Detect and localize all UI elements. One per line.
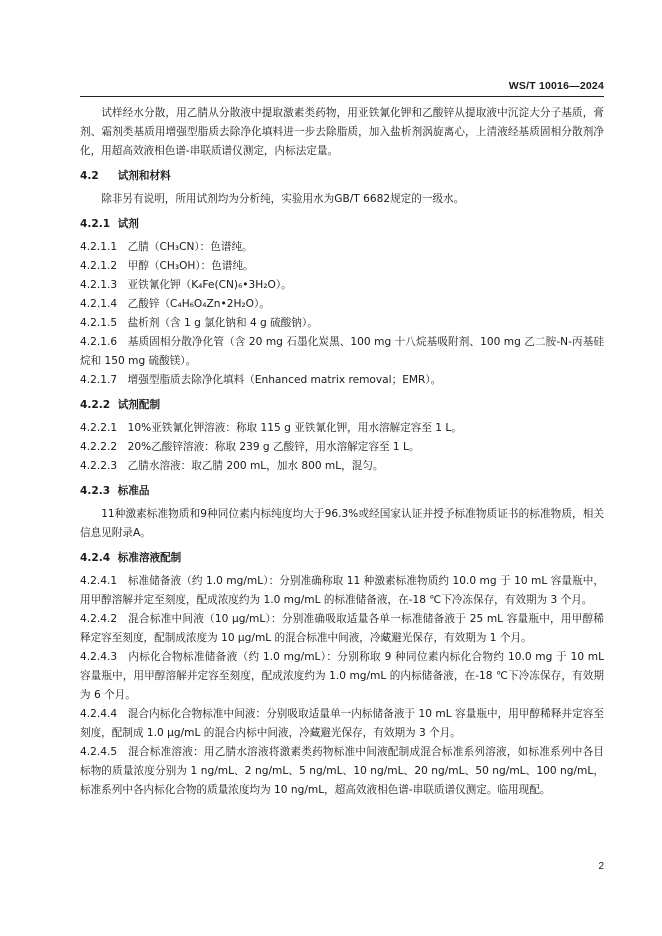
- list-item: 4.2.1.4 乙酸锌（C₄H₆O₄Zn•2H₂O）。: [80, 298, 270, 310]
- list-item: 4.2.4.2 混合标准中间液（10 μg/mL）：分别准确吸取适量各单一标准储备液于 25 mL 容量瓶中，用甲醇稀释定容至刻度，配制成浓度为 10 μg/mL 的混合标准中间液，冷藏避光保存，有效期为 1 个月。: [80, 613, 605, 644]
- page-number: 2: [598, 861, 604, 872]
- section-4-2-heading: 4.2 试剂和材料: [80, 170, 171, 182]
- list-item: 4.2.4.5 混合标准溶液：用乙腈水溶液将激素类药物标准中间液配制成混合标准系列溶液，如标准系列中各目标物的质量浓度分别为 1 ng/mL、2 ng/mL、5 ng/mL、10 ng/mL、20 ng/mL、50 ng/mL、100 ng/mL，标准系列中各内标化合物的质量浓度均为 10 ng/mL，超高效液相色谱-串联质谱仪测定。临用现配。: [80, 746, 605, 796]
- list-item: 4.2.1.1 乙腈（CH₃CN）：色谱纯。: [80, 241, 253, 253]
- header-rule: [80, 96, 604, 97]
- page-content: [80, 104, 604, 800]
- list-item: 4.2.1.5 盐析剂（含 1 g 氯化钠和 4 g 硫酸钠）。: [80, 317, 318, 329]
- list-item: 4.2.1.6 基质固相分散净化管（含 20 mg 石墨化炭黑、100 mg 十八烷基吸附剂、100 mg 乙二胺-N-丙基硅烷和 150 mg 硫酸镁）。: [80, 336, 604, 367]
- list-item: 4.2.2.1 10%亚铁氰化钾溶液：称取 115 g 亚铁氰化钾，用水溶解定容至 1 L。: [80, 422, 462, 434]
- list-item: 4.2.1.7 增强型脂质去除净化填料（Enhanced matrix removal；EMR）。: [80, 374, 442, 386]
- list-item: 4.2.2.2 20%乙酸锌溶液：称取 239 g 乙酸锌，用水溶解定容至 1 L。: [80, 441, 420, 453]
- section-4-2-1-heading: 4.2.1 试剂: [80, 218, 139, 230]
- section-4-2-3-heading: 4.2.3 标准品: [80, 485, 150, 497]
- list-item: 4.2.2.3 乙腈水溶液：取乙腈 200 mL，加水 800 mL，混匀。: [80, 460, 384, 472]
- list-item: 4.2.4.1 标准储备液（约 1.0 mg/mL）：分别准确称取 11 种激素标准物质约 10.0 mg 于 10 mL 容量瓶中，用甲醇溶解并定至刻度，配成浓度约为 1.0 mg/mL 的标准储备液，在-18 ℃下冷冻保存，有效期为 3 个月。: [80, 575, 605, 606]
- section-4-2-4-heading: 4.2.4 标准溶液配制: [80, 552, 182, 564]
- intro-paragraph: 试样经水分散，用乙腈从分散液中提取激素类药物，用亚铁氰化钾和乙酸锌从提取液中沉淀大分子基质，膏剂、霜剂类基质用增强型脂质去除净化填料进一步去除脂质，加入盐析剂涡旋离心，上清液经基质固相分散剂净化，用超高效液相色谱-串联质谱仪测定，内标法定量。: [80, 107, 604, 157]
- list-item: 4.2.1.3 亚铁氰化钾（K₄Fe(CN)₆•3H₂O）。: [80, 279, 292, 291]
- standard-number: WS/T 10016—2024: [508, 80, 604, 92]
- list-item: 4.2.1.2 甲醇（CH₃OH）：色谱纯。: [80, 260, 254, 272]
- list-item: 4.2.4.4 混合内标化合物标准中间液：分别吸取适量单一内标储备液于 10 mL 容量瓶中，用甲醇稀释并定容至刻度，配制成 1.0 μg/mL 的混合内标中间液，冷藏避光保存，有效期为 3 个月。: [80, 708, 605, 739]
- section-4-2-text: 除非另有说明，所用试剂均为分析纯，实验用水为GB/T 6682规定的一级水。: [101, 193, 465, 205]
- section-4-2-3-text: 11种激素标准物质和9种同位素内标纯度均大于96.3%或经国家认证并授予标准物质证书的标准物质，相关信息见附录A。: [80, 508, 604, 539]
- list-item: 4.2.4.3 内标化合物标准储备液（约 1.0 mg/mL）：分别称取 9 种同位素内标化合物约 10.0 mg 于 10 mL 容量瓶中，用甲醇溶解并定容至刻度，配成浓度约为 1.0 mg/mL 的内标储备液，在-18 ℃下冷冻保存，有效期为 6 个月。: [80, 651, 605, 701]
- section-4-2-2-heading: 4.2.2 试剂配制: [80, 399, 161, 411]
